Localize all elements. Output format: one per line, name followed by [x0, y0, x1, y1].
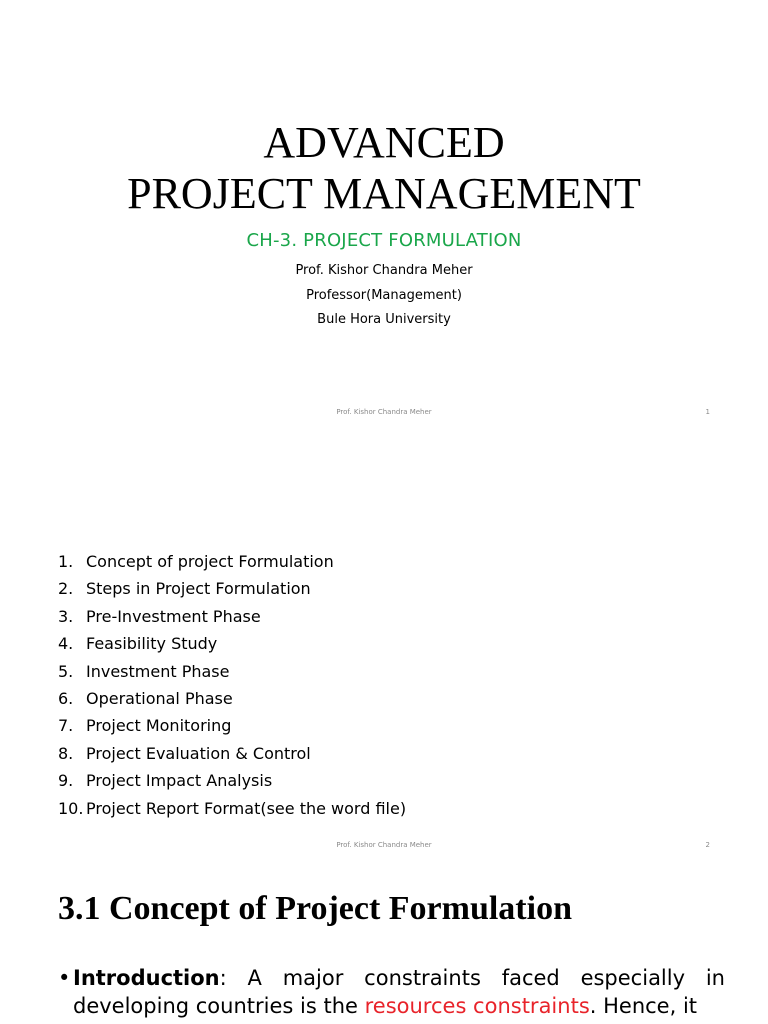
highlighted-term: resources constraints: [364, 994, 590, 1018]
introduction-colon: :: [219, 966, 227, 990]
list-item: [58, 795, 406, 822]
list-item-number: 6.: [58, 688, 74, 708]
list-item: [58, 630, 406, 657]
slide-page-number: 2: [705, 841, 710, 849]
slide-title-line-2: PROJECT MANAGEMENT: [127, 169, 641, 218]
list-item-number: 9.: [58, 771, 74, 791]
list-item-text: Investment Phase: [86, 661, 230, 681]
list-item-number: 3.: [58, 606, 74, 626]
list-item-number: 1.: [58, 552, 74, 571]
list-item: [58, 685, 406, 712]
list-item: [58, 603, 406, 630]
list-item-number: 8.: [58, 743, 74, 763]
list-item-number: 5.: [58, 661, 74, 681]
list-item: [58, 767, 406, 794]
section-heading: 3.1 Concept of Project Formulation: [58, 890, 572, 927]
bullet-marker: •: [58, 966, 71, 990]
slide-1: [0, 0, 768, 432]
list-item: [58, 548, 406, 575]
list-item-number: 4.: [58, 634, 74, 654]
list-item: [58, 658, 406, 685]
slide-3: [0, 864, 768, 1024]
list-item-number: 10.: [58, 798, 84, 818]
introduction-text: A major constraints faced especially in developing countries is the: [73, 966, 725, 1018]
contents-list: [58, 548, 406, 822]
list-item-text: Project Impact Analysis: [86, 771, 273, 791]
list-item: [58, 740, 406, 767]
list-item-text: Project Evaluation & Control: [86, 743, 311, 763]
list-item-text: Concept of project Formulation: [86, 552, 334, 571]
introduction-label: Introduction: [73, 966, 220, 990]
slide-2: [0, 432, 768, 864]
list-item-text: Steps in Project Formulation: [86, 579, 311, 599]
slide-page-number: 1: [705, 408, 710, 416]
slide-footer-name: Prof. Kishor Chandra Meher: [336, 408, 432, 416]
introduction-paragraph: [58, 964, 725, 1020]
list-item-text: Project Monitoring: [86, 716, 232, 736]
list-item: [58, 712, 406, 739]
list-item-text: Project Report Format(see the word file): [86, 798, 407, 818]
list-item-text: Feasibility Study: [86, 634, 218, 654]
list-item-number: 2.: [58, 579, 74, 599]
slide-title-line-1: ADVANCED: [263, 118, 505, 167]
list-item-text: Pre-Investment Phase: [86, 606, 261, 626]
introduction-text-continued: . Hence, it: [589, 994, 698, 1018]
list-item-number: 7.: [58, 716, 74, 736]
author-designation: Professor(Management): [306, 288, 462, 303]
list-item-text: Operational Phase: [86, 688, 233, 708]
list-item: [58, 575, 406, 602]
author-name: Prof. Kishor Chandra Meher: [295, 263, 473, 278]
university-name: Bule Hora University: [317, 312, 451, 327]
chapter-subtitle: CH-3. PROJECT FORMULATION: [246, 230, 522, 251]
slide-footer-name: Prof. Kishor Chandra Meher: [336, 841, 432, 849]
